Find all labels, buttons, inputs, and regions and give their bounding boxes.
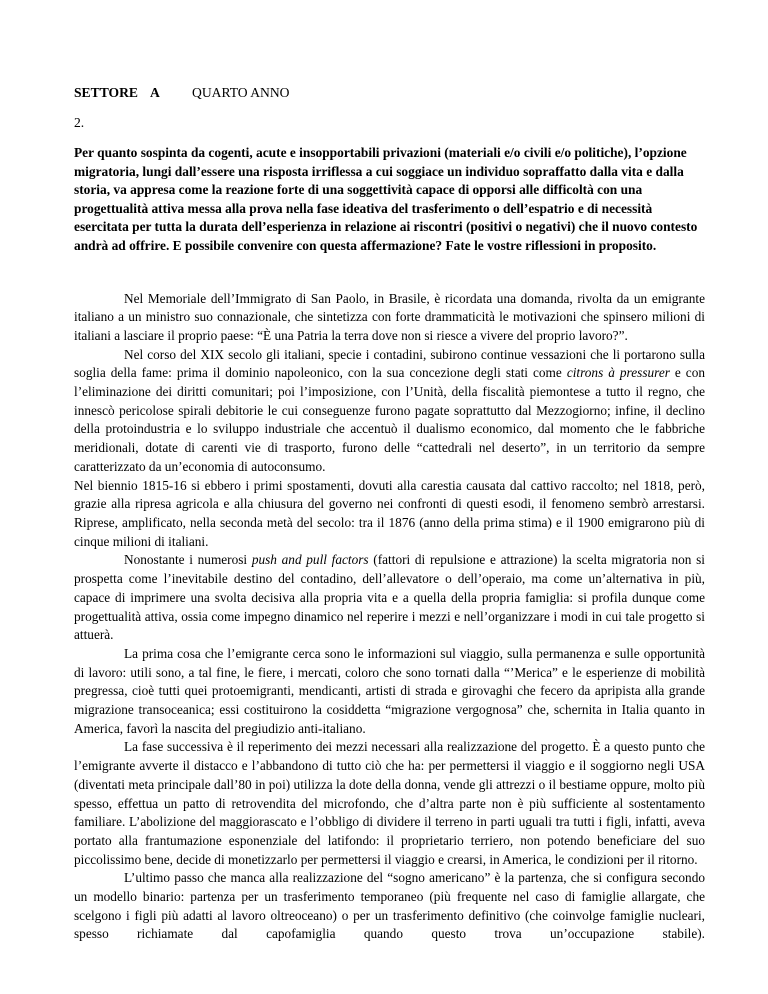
document-page [74,84,706,944]
italic-phrase: push and pull factors [251,552,369,568]
paragraph-3: Nel biennio 1815-16 si ebbero i primi spostamenti, dovuti alla carestia causata dal cattivo raccolto; nel 1818, però, grazie alla ripresa agricola e alla chiusura del governo nei confronti di questi esodi, il fenomeno sembrò arrestarsi. Riprese, amplificato, nella seconda metà del secolo: tra il 1876 (anno della prima stima) e il 1900 emigrarono più di cinque milioni di italiani. [74,477,705,549]
sector-label: SETTORE A [74,85,160,100]
paragraph-5: La prima cosa che l’emigrante cerca sono le informazioni sul viaggio, sulla permanenza e sulle opportunità di lavoro: utili sono, a tal fine, le fiere, i mercati, coloro che sono tornati dalla “’Merica” e le esperienze di mobilità pregressa, cioè tutti quei protoemigranti, mendicanti, artisti di strada e girovaghi che fecero da apripista alla grande migrazione transoceanica; essi costituirono la cosiddetta “migrazione vergognosa” che, schernita in Italia quanto in America, favorì la nascita del pregiudizio anti-italiano. [74,645,705,736]
document-header [74,84,696,102]
paragraph-1: Nel Memoriale dell’Immigrato di San Paolo, in Brasile, è ricordata una domanda, rivolta da un emigrante italiano a un ministro suo connazionale, che sintetizza con forte drammaticità le motivazioni che spinsero milioni di italiani a lasciare il proprio paese: “È una Patria la terra dove non si riesce a vivere del proprio lavoro?”. [74,290,705,343]
paragraph-4: Nonostante i numerosi push and pull factors (fattori di repulsione e attrazione) la scelta migratoria non si prospetta come l’inevitabile destino del contadino, dell’allevatore o dell’operaio, ma come un’alternativa in più, capace di imprimere una svolta decisiva alla propria vita e a quella della propria famiglia: si profila dunque come progettualità attiva, ossia come impegno dinamico nel reperire i mezzi e nell’organizzare i modi in cui tale progetto si attuerà. [74,552,705,643]
paragraph-6: La fase successiva è il reperimento dei mezzi necessari alla realizzazione del progetto. È a questo punto che l’emigrante avverte il distacco e l’abbandono di tutto ciò che ha: per permettersi il viaggio e il soggiorno negli USA (diventati meta principale dall’80 in poi) utilizza la dote della donna, vende gli attrezzi o il bestiame oppure, molto più spesso, effettua un patto di retrovendita del microfondo, che d’altra parte non è più sufficiente al sostentamento familiare. L’abolizione del maggiorascato e l’obbligo di dividere il terreno in parti uguali tra tutti i figli, infatti, aveva portato alla frantumazione esponenziale del latifondo: il proprietario terriero, non potendo beneficiare del suo piccolissimo bene, decide di monetizzarlo per permettersi il viaggio e crearsi, in America, le condizioni per il ritorno. [74,739,705,867]
paragraph-7: L’ultimo passo che manca alla realizzazione del “sogno americano” è la partenza, che si configura secondo un modello binario: partenza per un trasferimento temporaneo (più frequente nel caso di famiglie allargate, che scelgono i figli più adatti al lavoro oltreoceano) o per un trasferimento definitivo (che coinvolge famiglie nucleari, spesso richiamate dal capofamiglia quando questo trova un’occupazione stabile). [74,870,705,942]
essay-body [74,290,705,945]
essay-prompt: Per quanto sospinta da cogenti, acute e insopportabili privazioni (materiali e/o civili e/o politiche), l’opzione migratoria, lungi dall’essere una risposta irriflessa a cui soggiace un individuo sopraffatto dalla vita e dalla storia, va appresa come la reazione forte di una soggettività capace di opporsi alle difficoltà con una progettualità attiva messa alla prova nella fase ideativa del trasferimento o dell’espatrio e di necessità esercitata per tutta la durata dell’esperienza in relazione ai riscontri (positivi o negativi) che il nuovo contesto andrà ad offrire. E possibile convenire con questa affermazione? Fate le vostre riflessioni in proposito. [74,145,698,253]
paragraph-2: Nel corso del XIX secolo gli italiani, specie i contadini, subirono continue vessazioni che li portarono sulla soglia della fame: prima il dominio napoleonico, con la sua concezione degli stati come citrons à pressurer e con l’eliminazione dei diritti comunitari; poi l’imposizione, con l’Unità, della fiscalità piemontese a tutto il regno, che innescò pericolose spirali debitorie le cui conseguenze furono pagate soprattutto dal Mezzogiorno; infine, il declino della protoindustria e lo sviluppo industriale che accentuò il dualismo economico, dal momento che le fabbriche meridionali, dotate di carenti vie di trasporto, furono delle “cattedrali nel deserto”, in un territorio da sempre caratterizzato da un’economia di autoconsumo. [74,346,706,474]
italic-phrase: citrons à pressurer [566,365,670,381]
year-label: QUARTO ANNO [192,85,290,100]
question-number: 2. [74,115,85,130]
